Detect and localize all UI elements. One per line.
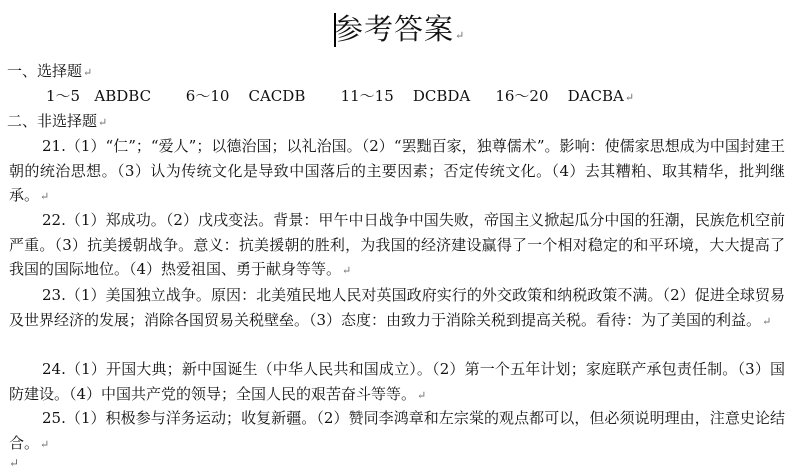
section-nonchoice-label: 二、非选择题: [7, 112, 98, 130]
answer-paragraph-25: [9, 406, 785, 457]
choice-answer-group: [186, 86, 336, 106]
choice-range: 11～15: [340, 87, 394, 105]
paragraph-mark-icon: ↵: [40, 190, 50, 203]
choice-answer-row: [46, 86, 635, 108]
paragraph-mark-icon: ↵: [40, 437, 50, 451]
choice-answer: ABDBC: [94, 87, 152, 105]
paragraph-mark-icon: ↵: [9, 456, 20, 470]
answer-paragraph-22: [9, 208, 785, 284]
answer-paragraph-24: [9, 357, 785, 408]
choice-answer-group: [495, 86, 635, 108]
paragraph-mark-icon: ↵: [417, 388, 427, 402]
section-nonchoice-heading: [7, 111, 107, 133]
choice-range: 16～20: [495, 87, 549, 105]
answer-text-21: 21.（1）“仁”；“爱人”；以德治国；以礼治国。（2）“罢黜百家，独尊儒术”。影响：使儒家思想成为中国封建王朝的统治思想。（3）认为传统文化是导致中国落后的主要因素；否定传统文化。（4）去其糟粕、取其精华，批判继承。: [9, 137, 785, 204]
answer-paragraph-21: [9, 134, 785, 210]
paragraph-mark-icon: ↵: [83, 66, 93, 79]
answer-text-24: 24.（1）开国大典；新中国诞生（中华人民共和国成立）。（2）第一个五年计划；家庭联产承包责任制。（3）国防建设。（4）中国共产党的领导；全国人民的艰苦奋斗等等。: [9, 360, 785, 403]
answer-text-25: 25.（1）积极参与洋务运动；收复新疆。（2）赞同李鸿章和左宗棠的观点都可以，但必须说明理由，注意史论结合。: [9, 409, 785, 452]
section-choice-heading: [7, 61, 92, 83]
choice-answer-group: [46, 86, 181, 106]
choice-range: 1～5: [46, 87, 81, 105]
paragraph-mark-icon: ↵: [624, 91, 635, 104]
choice-range: 6～10: [185, 87, 230, 105]
paragraph-mark-icon: ↵: [762, 314, 772, 328]
answer-paragraph-23: [9, 283, 785, 334]
document-title-text: 参考答案: [334, 12, 455, 46]
paragraph-mark-icon: ↵: [98, 116, 108, 129]
section-choice-label: 一、选择题: [7, 62, 83, 80]
answer-text-22: 22.（1）郑成功。（2）戊戌变法。背景：甲午中日战争中国失败，帝国主义掀起瓜分中国的狂潮，民族危机空前严重。（3）抗美援朝战争。意义：抗美援朝的胜利，为我国的经济建设赢得了一个相对稳定的和平环境，大大提高了我国的国际地位。（4）热爱祖国、勇于献身等等。: [9, 211, 785, 278]
choice-answer: DACBA: [567, 87, 624, 105]
answer-text-23: 23.（1）美国独立战争。原因：北美殖民地人民对英国政府实行的外交政策和纳税政策不满。（2）促进全球贸易及世界经济的发展；消除各国贸易关税壁垒。（3）态度：由致力于消除关税到提高关税。看待：为了美国的利益。: [9, 286, 785, 329]
choice-answer: CACDB: [248, 87, 306, 105]
paragraph-mark-icon: ↵: [342, 264, 352, 277]
choice-answer-group: [341, 86, 491, 106]
choice-answer: DCBDA: [412, 87, 471, 105]
document-title: [334, 10, 465, 48]
paragraph-mark-icon: ↵: [455, 29, 466, 42]
